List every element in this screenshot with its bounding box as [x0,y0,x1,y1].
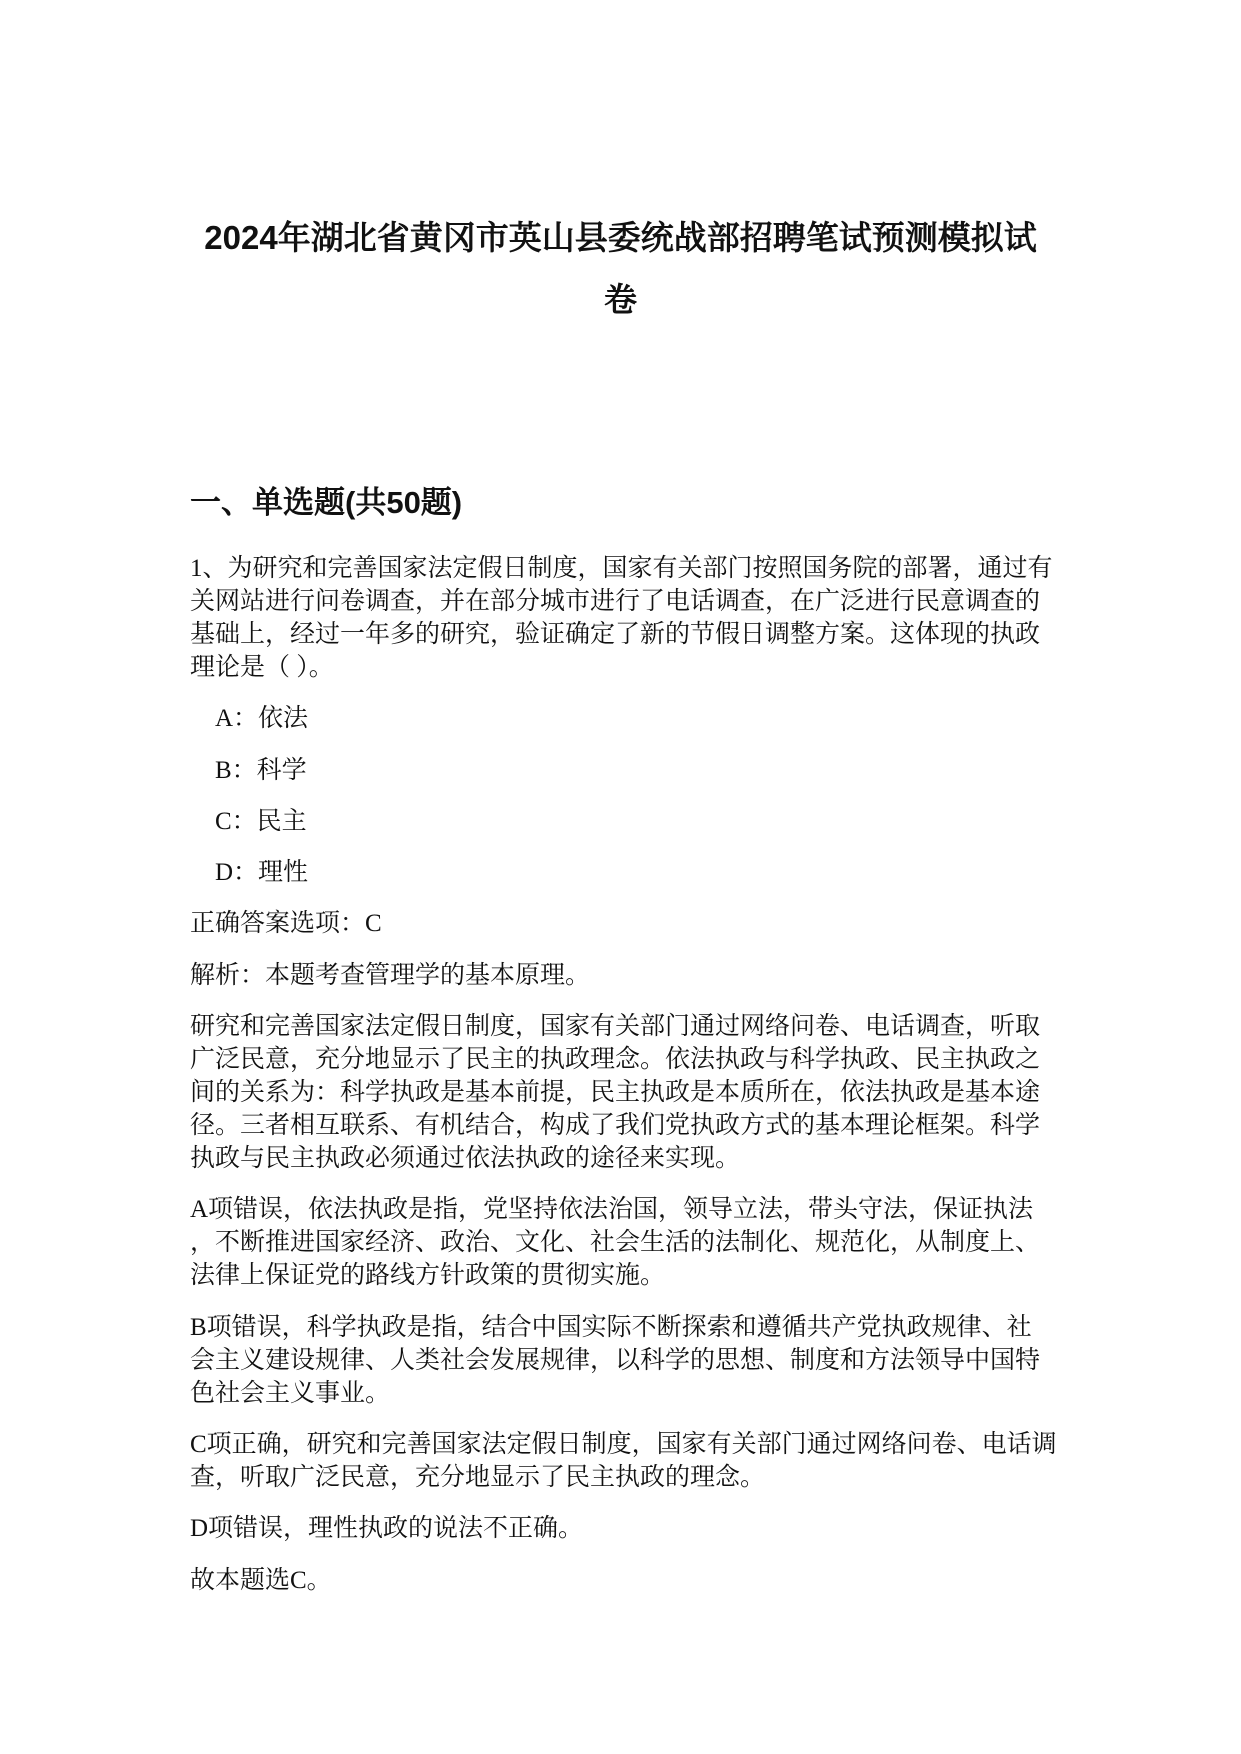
question-stem-line: 基础上，经过一年多的研究，验证确定了新的节假日调整方案。这体现的执政 [190,621,1041,648]
explanation-paragraph [190,1010,1070,1175]
answer-value: C [365,910,382,938]
explanation-line: A项错误，依法执政是指，党坚持依法治国，领导立法，带头守法，保证执法 [190,1196,1034,1224]
analysis-summary [190,959,1070,992]
explanation-line: 会主义建设规律、人类社会发展规律，以科学的思想、制度和方法领导中国特 [190,1346,1041,1374]
explanation-line: 研究和完善国家法定假日制度，国家有关部门通过网络问卷、电话调查，听取 [190,1013,1041,1041]
explanation-line: 广泛民意，充分地显示了民主的执政理念。依法执政与科学执政、民主执政之 [190,1046,1041,1074]
explanation-line: C项正确，研究和完善国家法定假日制度，国家有关部门通过网络问卷、电话调 [190,1430,1057,1458]
explanation-line: 间的关系为：科学执政是基本前提，民主执政是本质所在，依法执政是基本途 [190,1079,1041,1107]
explanation-line: 法律上保证党的路线方针政策的贯彻实施。 [190,1262,666,1290]
analysis-label: 解析： [190,961,266,989]
question-stem-line: 关网站进行问卷调查，并在部分城市进行了电话调查，在广泛进行民意调查的 [190,588,1041,615]
option-c: C：民主 [215,807,307,835]
explanation-line: D项错误，理性执政的说法不正确。 [190,1515,584,1543]
explanation-option-c [190,1428,1070,1494]
document-title [0,207,1241,331]
section-heading: 一、单选题(共50题) [190,485,463,520]
explanation-line: 色社会主义事业。 [190,1379,391,1407]
question-stem [190,552,1070,684]
correct-answer [190,907,1070,940]
title-line: 2024年湖北省黄冈市英山县委统战部招聘笔试预测模拟试 [204,219,1037,256]
explanation-line: B项错误，科学执政是指，结合中国实际不断探索和遵循共产党执政规律、社 [190,1313,1032,1341]
answer-label: 正确答案选项： [190,910,366,938]
conclusion: 故本题选C。 [190,1566,332,1594]
question-stem-line: 理论是（ ）。 [190,654,334,681]
analysis-text: 本题考查管理学的基本原理。 [265,961,591,989]
explanation-option-a [190,1193,1070,1292]
explanation-line: 执政与民主执政必须通过依法执政的途径来实现。 [190,1145,741,1173]
explanation-option-d [190,1512,1070,1545]
option-a: A：依法 [215,705,309,733]
explanation-line: ，不断推进国家经济、政治、文化、社会生活的法制化、规范化，从制度上、 [190,1229,1041,1257]
explanation-line: 径。三者相互联系、有机结合，构成了我们党执政方式的基本理论框架。科学 [190,1112,1041,1140]
option-b: B：科学 [215,756,307,784]
explanation-line: 查，听取广泛民意，充分地显示了民主执政的理念。 [190,1463,766,1491]
question-block [190,552,1070,1615]
title-line: 卷 [604,281,637,318]
question-stem-line: 1、为研究和完善国家法定假日制度，国家有关部门按照国务院的部署，通过有 [190,555,1053,582]
explanation-option-b [190,1311,1070,1410]
option-d: D：理性 [215,859,309,887]
